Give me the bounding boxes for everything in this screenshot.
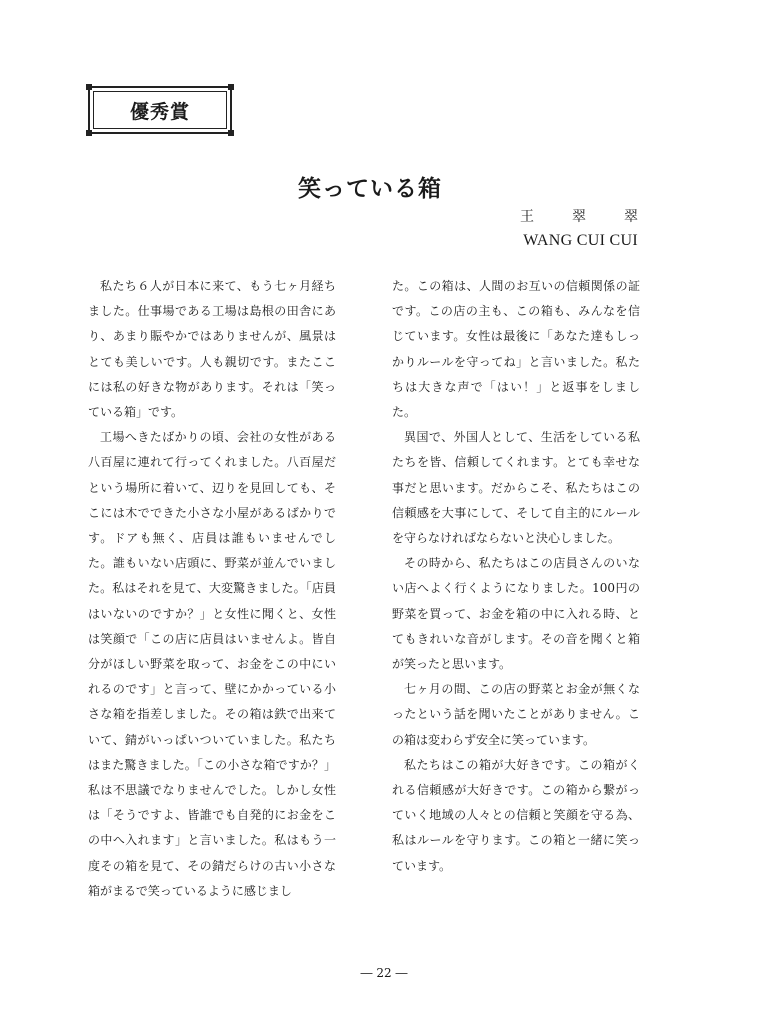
page-number: ― 22 ― [360, 966, 408, 980]
author-name-japanese [520, 206, 638, 226]
body-paragraph: その時から、私たちはこの店員さんのいない店へよく行くようになりました。100円の野菜を買って、お金を箱の中に入れる時、とてもきれいな音がします。その音を聞くと箱が笑ったと思います。 [392, 556, 640, 672]
author-name-char: 翠 [624, 209, 638, 225]
body-paragraph-continued: た。この箱は、人間のお互いの信頼関係の証です。この店の主も、この箱も、みんなを信じています。女性は最後に「あなた達もしっかりルールを守ってね」と言いました。私たちは大きな声で「はい！」と返事をしました。 [392, 279, 640, 420]
body-paragraph: 私たち６人が日本に来て、もう七ヶ月経ちました。仕事場である工場は島根の田舎にあり、あまり賑やかではありませんが、風景はとても美しいです。人も親切です。またここには私の好きな物があります。それは「笑っている箱」です。 [88, 279, 336, 420]
author-name-char: 王 [520, 209, 534, 225]
body-paragraph: 私たちはこの箱が大好きです。この箱がくれる信頼感が大好きです。この箱から繋がっていく地域の人々との信頼と笑顔を守る為、私はルールを守ります。この箱と一緒に笑っています。 [392, 757, 640, 873]
body-paragraph: 工場へきたばかりの頃、会社の女性がある八百屋に連れて行ってくれました。八百屋だという場所に着いて、辺りを見回しても、そこには木でできた小さな小屋があるばかりです。ドアも無く、店員は誰もいませんでした。誰もいない店頭に、野菜が並んでいました。私はそれを見て、大変驚きました。「店員はいないのですか？」と女性に聞くと、女性は笑顔で「この店に店員はいませんよ。皆自分がほしい野菜を取って、お金をこの中にいれるのです」と言って、壁にかかっている小さな箱を指差しました。その箱は鉄で出来ていて、錆がいっぱいついていました。私たちはまた驚きました。「この小さな箱ですか？」私は不思議でなりませんでした。しかし女性は「そうですよ、皆誰でも自発的にお金をこの中へ入れます」と言いました。私はもう一度その箱を見て、その錆だらけの古い小さな箱がまるで笑っているように感じまし [88, 430, 336, 898]
award-label: 優秀賞 [129, 100, 190, 123]
article-title: 笑っている箱 [298, 176, 442, 202]
body-paragraph: 七ヶ月の間、この店の野菜とお金が無くなったという話を聞いたことがありません。この箱は変わらず安全に笑っています。 [392, 682, 640, 747]
body-column-left [88, 274, 336, 904]
body-column-right [392, 274, 640, 879]
author-name-romanized: WANG CUI CUI [523, 232, 638, 249]
award-badge [88, 86, 232, 134]
author-name-char: 翠 [572, 209, 586, 225]
body-paragraph: 異国で、外国人として、生活をしている私たちを皆、信頼してくれます。とても幸せな事だと思います。だからこそ、私たちはこの信頼感を大事にして、そして自主的にルールを守らなければならないと決心しました。 [392, 430, 640, 546]
